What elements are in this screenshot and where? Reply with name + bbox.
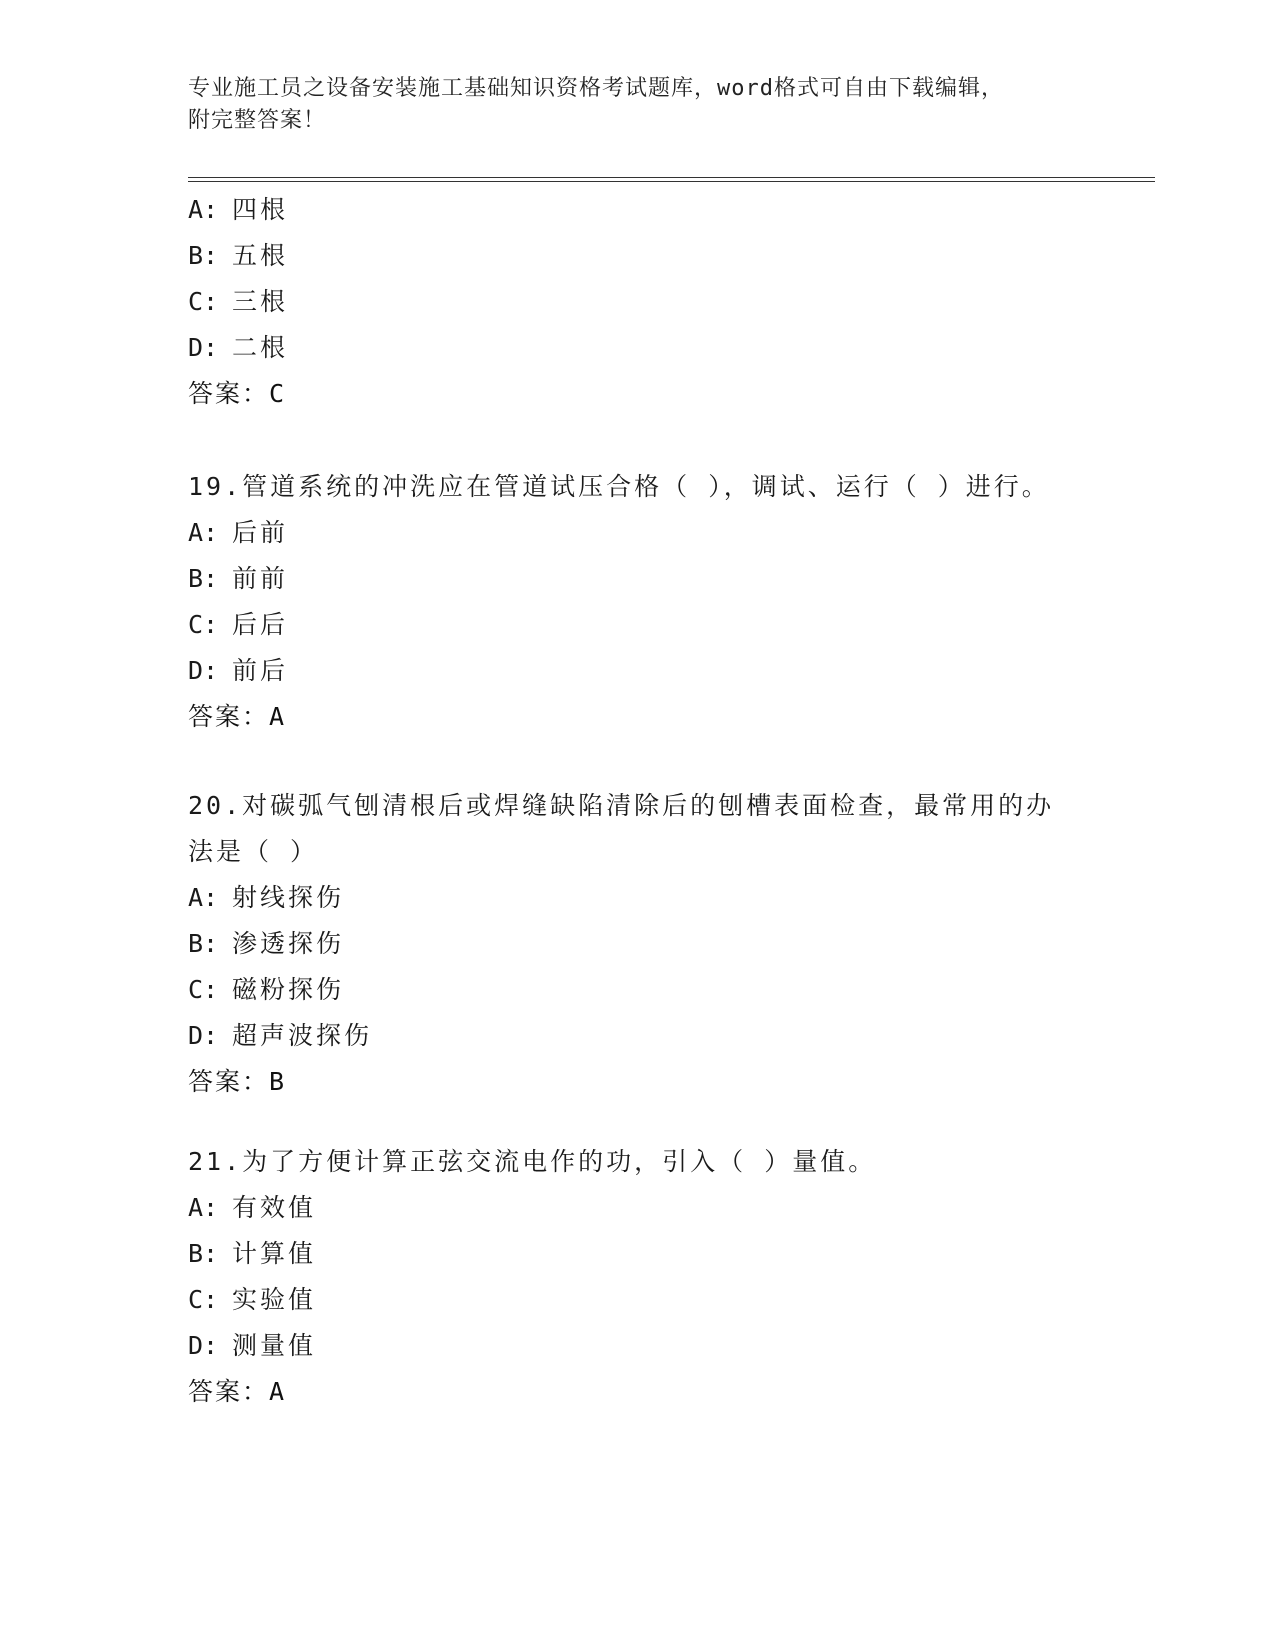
option-a: [188, 510, 1088, 556]
option-key: A:: [188, 518, 219, 547]
option-text: 三根: [232, 287, 289, 316]
question-text: 21.为了方便计算正弦交流电作的功，引入（ ）量值。: [188, 1147, 877, 1176]
option-key: D:: [188, 1021, 219, 1050]
option-d: [188, 1013, 1088, 1059]
question-18: [188, 187, 1088, 417]
option-text: 实验值: [232, 1285, 317, 1314]
option-text: 渗透探伤: [232, 929, 345, 958]
header-line-1: 专业施工员之设备安装施工基础知识资格考试题库，word格式可自由下载编辑，: [188, 76, 1004, 101]
answer-label: 答案：B: [188, 1067, 287, 1096]
option-text: 磁粉探伤: [232, 975, 345, 1004]
option-c: [188, 1277, 1088, 1323]
header-line-2: 附完整答案！: [188, 108, 327, 133]
option-key: A:: [188, 883, 219, 912]
answer-label: 答案：C: [188, 379, 287, 408]
option-c: [188, 967, 1088, 1013]
option-text: 五根: [232, 241, 289, 270]
option-d: [188, 325, 1088, 371]
option-key: B:: [188, 564, 219, 593]
page-header: [188, 73, 1088, 137]
option-text: 前前: [232, 564, 289, 593]
option-b: [188, 1231, 1088, 1277]
option-text: 测量值: [232, 1331, 317, 1360]
option-key: C:: [188, 610, 219, 639]
option-b: [188, 233, 1088, 279]
header-divider: [188, 177, 1155, 182]
question-text-line-2: 法是（ ）: [188, 837, 319, 866]
option-a: [188, 875, 1088, 921]
option-text: 有效值: [232, 1193, 317, 1222]
option-b: [188, 556, 1088, 602]
option-key: B:: [188, 929, 219, 958]
option-b: [188, 921, 1088, 967]
option-key: C:: [188, 287, 219, 316]
question-text: 19.管道系统的冲洗应在管道试压合格（ ），调试、运行（ ）进行。: [188, 472, 1050, 501]
option-text: 前后: [232, 656, 289, 685]
option-key: A:: [188, 1193, 219, 1222]
option-d: [188, 1323, 1088, 1369]
question-21: [188, 1139, 1088, 1415]
option-text: 后前: [232, 518, 289, 547]
option-key: B:: [188, 1239, 219, 1268]
option-key: A:: [188, 195, 219, 224]
option-text: 后后: [232, 610, 289, 639]
option-key: D:: [188, 333, 219, 362]
option-d: [188, 648, 1088, 694]
question-text-line-1: 20.对碳弧气刨清根后或焊缝缺陷清除后的刨槽表面检查，最常用的办: [188, 791, 1055, 820]
option-key: D:: [188, 1331, 219, 1360]
option-text: 四根: [232, 195, 289, 224]
option-key: B:: [188, 241, 219, 270]
option-text: 计算值: [232, 1239, 317, 1268]
answer-label: 答案：A: [188, 702, 287, 731]
option-text: 超声波探伤: [232, 1021, 373, 1050]
option-key: C:: [188, 975, 219, 1004]
option-c: [188, 279, 1088, 325]
option-a: [188, 1185, 1088, 1231]
option-c: [188, 602, 1088, 648]
question-20: [188, 783, 1088, 1105]
answer-label: 答案：A: [188, 1377, 287, 1406]
option-text: 射线探伤: [232, 883, 345, 912]
option-a: [188, 187, 1088, 233]
option-key: D:: [188, 656, 219, 685]
question-19: [188, 464, 1088, 740]
option-key: C:: [188, 1285, 219, 1314]
option-text: 二根: [232, 333, 289, 362]
